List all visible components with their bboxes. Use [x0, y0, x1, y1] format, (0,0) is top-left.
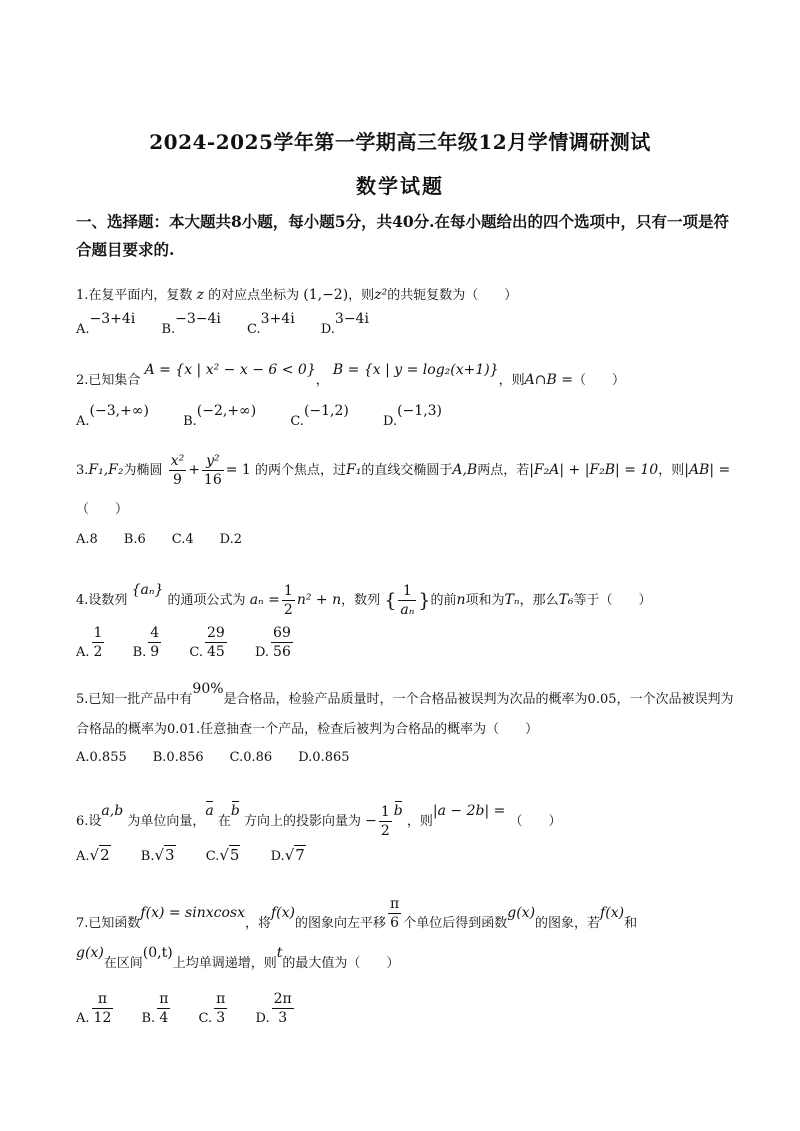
q2-text-4: （ ） — [572, 373, 625, 388]
q7-text-2: ，将 — [244, 916, 271, 931]
fraction-numerator: 69 — [273, 625, 291, 641]
q7-text-6: 和 — [624, 916, 638, 931]
sqrt-icon: √7 — [284, 846, 305, 864]
fraction-denominator: 2 — [380, 823, 390, 839]
q7-f2: f(x) — [600, 905, 625, 921]
option-value: (−2,+∞) — [196, 403, 257, 419]
option-label: D. — [320, 322, 335, 337]
q7-number: 7. — [76, 916, 89, 931]
exam-title: 2024-2025学年第一学期高三年级12月学情调研测试 — [149, 130, 651, 154]
q4-half — [282, 582, 295, 619]
q6-text-2: 为单位向量， — [127, 814, 206, 829]
q1-option-c — [247, 311, 295, 337]
option-label: A. — [76, 849, 90, 864]
option-value: 3+4i — [260, 311, 295, 327]
sqrt-icon: √2 — [89, 846, 110, 864]
q4-text-1: 设数列 — [88, 593, 128, 608]
q6-minus: − — [365, 813, 377, 829]
q1-options — [76, 311, 391, 337]
question-4 — [76, 582, 736, 619]
q6-option-c — [206, 846, 241, 864]
q5-number: 5. — [76, 692, 89, 707]
q3-ask: |AB| = — [684, 462, 731, 478]
q1-z: z — [196, 287, 204, 303]
q6-ab: a,b — [101, 803, 124, 819]
q4-option-c — [189, 624, 228, 661]
q6-number: 6. — [76, 814, 89, 829]
q3-condition: |F₂A| + |F₂B| = 10 — [529, 462, 659, 478]
fraction-numerator: π — [97, 991, 108, 1007]
q2-set-b: B = {x | y = log₂(x+1)} — [332, 362, 499, 378]
q7-shift — [388, 895, 401, 932]
q3-ellipse-term-y — [202, 452, 224, 489]
fraction-numerator: π — [159, 991, 169, 1007]
fraction-numerator: 1 — [402, 583, 412, 599]
q2-option-d — [383, 403, 443, 429]
q6-text-1: 设 — [88, 814, 102, 829]
question-7-line-2 — [76, 945, 736, 975]
q2-options — [76, 403, 464, 429]
option-fraction — [214, 990, 227, 1027]
q1-option-d — [320, 311, 369, 337]
radicand: 5 — [229, 846, 240, 864]
option-label: D. — [254, 645, 270, 660]
q6-options — [76, 846, 328, 864]
q4-left-brace: { — [384, 589, 397, 612]
question-6 — [76, 803, 736, 840]
question-2 — [76, 362, 736, 392]
fraction-numerator: 1 — [380, 804, 390, 820]
q6-paren: （ ） — [509, 814, 562, 829]
q3-plus: + — [188, 462, 200, 478]
q2-expr: A∩B = — [524, 372, 573, 388]
q5-text-1: 已知一批产品中有 — [88, 692, 193, 707]
q1-text-1: 在复平面内，复数 — [88, 288, 193, 303]
fraction-numerator: 1 — [283, 583, 293, 599]
q2-text-1: 已知集合 — [88, 373, 141, 388]
q3-foci: F₁,F₂ — [88, 462, 124, 478]
q3-text-4: 两点，若 — [477, 463, 530, 478]
fraction-denominator: 12 — [93, 1010, 112, 1026]
q7-text-7: 在区间 — [103, 956, 143, 971]
q4-t6: T₆ — [558, 592, 574, 608]
q6-b: b — [231, 800, 240, 822]
q6-option-a — [76, 846, 111, 864]
fraction-denominator: 16 — [203, 472, 222, 488]
radicand: 3 — [165, 846, 175, 864]
fraction-numerator: π — [216, 991, 226, 1007]
radicand: 2 — [100, 846, 110, 864]
q3-f1: F₁ — [346, 462, 362, 478]
option-label: D. — [255, 1011, 270, 1026]
question-3 — [76, 452, 736, 489]
q5-text-2: 是合格品，检验产品质量时，一个合格品被误判为次品的概率为0.05，一个次品被误判为合格品的概率为0.01.任意抽查一个产品，检查后被判为合格品的概率为（ ） — [76, 692, 734, 737]
q7-options — [76, 990, 318, 1027]
fraction-denominator: 2 — [283, 602, 293, 618]
q7-text-5: 的图象，若 — [535, 916, 601, 931]
q1-option-b — [161, 311, 221, 337]
sqrt-icon: √5 — [219, 846, 240, 864]
fraction-numerator: π — [390, 896, 400, 912]
q4-an-rest: n² + n — [296, 592, 342, 608]
fraction-numerator: 4 — [150, 625, 160, 641]
q6-a: a — [205, 800, 213, 822]
q4-tn: Tₙ — [504, 592, 520, 608]
fraction-numerator: y² — [206, 453, 220, 469]
q3-number: 3. — [76, 463, 89, 478]
q5-percent: 90% — [192, 681, 224, 697]
option-label: C. — [290, 414, 304, 429]
q7-fx: f(x) = sinxcosx — [140, 905, 245, 921]
exam-subtitle: 数学试题 — [356, 174, 444, 198]
fraction-numerator: 29 — [206, 625, 225, 641]
option-label: B. — [141, 1011, 156, 1026]
fraction-denominator: 9 — [169, 470, 187, 489]
q2-set-a: A = {x | x² − x − 6 < 0} — [144, 362, 316, 378]
q1-text-4: 的共轭复数为（ ） — [387, 288, 518, 303]
q4-option-a — [76, 624, 106, 661]
q6-option-b — [141, 846, 176, 864]
q6-text-4: 方向上的投影向量为 — [243, 814, 361, 829]
question-7 — [76, 896, 736, 942]
option-label: C. — [205, 849, 220, 864]
fraction-denominator: aₙ — [400, 602, 415, 618]
option-fraction — [272, 990, 294, 1027]
q4-option-b — [133, 624, 164, 661]
option-value: (−1,3) — [397, 403, 443, 419]
q3-text-3: 的直线交椭圆于 — [361, 463, 453, 478]
q3-text-5: ，则 — [658, 463, 685, 478]
fraction-denominator: 2 — [93, 644, 103, 660]
q1-option-a — [76, 311, 136, 337]
q6-half — [379, 803, 392, 840]
radicand: 7 — [295, 846, 305, 864]
fraction-denominator: 3 — [214, 1008, 227, 1027]
option-label: A. — [76, 1011, 90, 1026]
q2-number: 2. — [76, 373, 89, 388]
q7-text-8: 上均单调递增，则 — [172, 956, 277, 971]
option-label: A. — [76, 322, 90, 337]
q6-ask: |a − 2b| = — [432, 803, 506, 819]
option-label: D. — [270, 849, 285, 864]
option-value: (−3,+∞) — [89, 403, 149, 419]
q1-number: 1. — [76, 288, 89, 303]
q6-option-d — [271, 846, 306, 864]
option-label: B. — [161, 322, 176, 337]
q2-option-c — [290, 403, 349, 429]
q4-inverse — [398, 582, 416, 619]
q3-paren: （ ） — [76, 502, 129, 517]
q4-an-lhs: aₙ = — [249, 592, 280, 608]
q1-text-2: 的对应点坐标为 — [208, 288, 300, 303]
option-label: B. — [140, 849, 155, 864]
q7-g2: g(x) — [76, 945, 104, 961]
q7-text-1: 已知函数 — [88, 916, 141, 931]
fraction-denominator: 45 — [206, 644, 225, 660]
q7-t: t — [276, 945, 283, 961]
fraction-denominator: 6 — [388, 913, 401, 932]
q7-option-c — [199, 990, 230, 1027]
q4-options — [76, 624, 317, 661]
fraction-denominator: 56 — [273, 644, 291, 660]
question-5 — [76, 681, 736, 745]
option-fraction — [205, 624, 227, 661]
q4-text-2: 的通项公式为 — [167, 593, 246, 608]
q2-option-a — [76, 403, 149, 429]
option-fraction — [271, 624, 293, 661]
option-label: C. — [247, 322, 261, 337]
q4-n: n — [456, 592, 466, 608]
section-heading: 一、选择题：本大题共8小题，每小题5分，共40分.在每小题给出的四个选项中，只有一项是符合题目要求的. — [76, 212, 730, 259]
option-fraction — [92, 624, 105, 661]
q1-text-3: ，则 — [348, 288, 375, 303]
option-fraction — [92, 990, 114, 1027]
q4-text-4: 的前 — [430, 593, 457, 608]
option-fraction — [148, 624, 161, 661]
option-label: B. — [132, 645, 147, 660]
option-value: −3−4i — [175, 311, 221, 327]
q4-text-6: ，那么 — [519, 593, 559, 608]
option-label: B. — [183, 414, 197, 429]
q4-right-brace: } — [418, 589, 431, 612]
fraction-numerator: x² — [170, 453, 185, 469]
q7-f: f(x) — [271, 905, 296, 921]
sqrt-icon: √3 — [154, 846, 175, 864]
option-label: D. — [383, 414, 398, 429]
fraction-numerator: 2π — [273, 991, 292, 1007]
q3-options: A.8 B.6 C.4 D.2 — [76, 532, 242, 547]
q7-option-a — [76, 990, 115, 1027]
q7-text-3: 的图象向左平移 — [295, 916, 387, 931]
q7-option-d — [256, 990, 296, 1027]
q3-text-2: 的两个焦点，过 — [254, 463, 346, 478]
option-value: 3−4i — [334, 311, 369, 327]
fraction-denominator: 3 — [272, 1008, 294, 1027]
option-label: A. — [76, 645, 90, 660]
q7-interval: (0,t) — [142, 945, 173, 961]
q6-text-5: ，则 — [406, 814, 433, 829]
q5-options: A.0.855 B.0.856 C.0.86 D.0.865 — [76, 750, 350, 765]
q4-text-3: ，数列 — [341, 593, 381, 608]
q4-text-7: 等于（ ） — [573, 593, 652, 608]
fraction-denominator: 4 — [157, 1008, 170, 1027]
q2-text-3: ，则 — [498, 373, 525, 388]
q4-sequence: {aₙ} — [131, 582, 164, 598]
q6-text-3: 在 — [217, 814, 231, 829]
q4-option-d — [255, 624, 295, 661]
option-label: A. — [76, 414, 90, 429]
q4-number: 4. — [76, 593, 89, 608]
q7-option-b — [142, 990, 173, 1027]
question-1 — [76, 284, 736, 307]
option-value: (−1,2) — [303, 403, 349, 419]
q3-ab: A,B — [452, 462, 478, 478]
fraction-denominator: 9 — [150, 644, 160, 660]
q2-option-b — [183, 403, 257, 429]
q2-text-2: ， — [315, 373, 329, 388]
option-value: −3+4i — [89, 311, 136, 327]
option-fraction — [157, 990, 170, 1027]
q1-point: (1,−2) — [303, 287, 349, 303]
q3-ellipse-term-x — [169, 452, 187, 489]
q3-equals: = 1 — [225, 462, 251, 478]
q7-text-9: 的最大值为（ ） — [282, 956, 400, 971]
q7-g: g(x) — [507, 905, 536, 921]
fraction-numerator: 1 — [93, 625, 103, 641]
option-label: C. — [198, 1011, 213, 1026]
q4-text-5: 项和为 — [465, 593, 505, 608]
q6-proj-b: b — [394, 800, 403, 822]
q3-text-1: 为椭圆 — [123, 463, 163, 478]
q7-text-4: 个单位后得到函数 — [403, 916, 508, 931]
option-label: C. — [189, 645, 203, 660]
q1-z-squared: z² — [374, 287, 388, 303]
